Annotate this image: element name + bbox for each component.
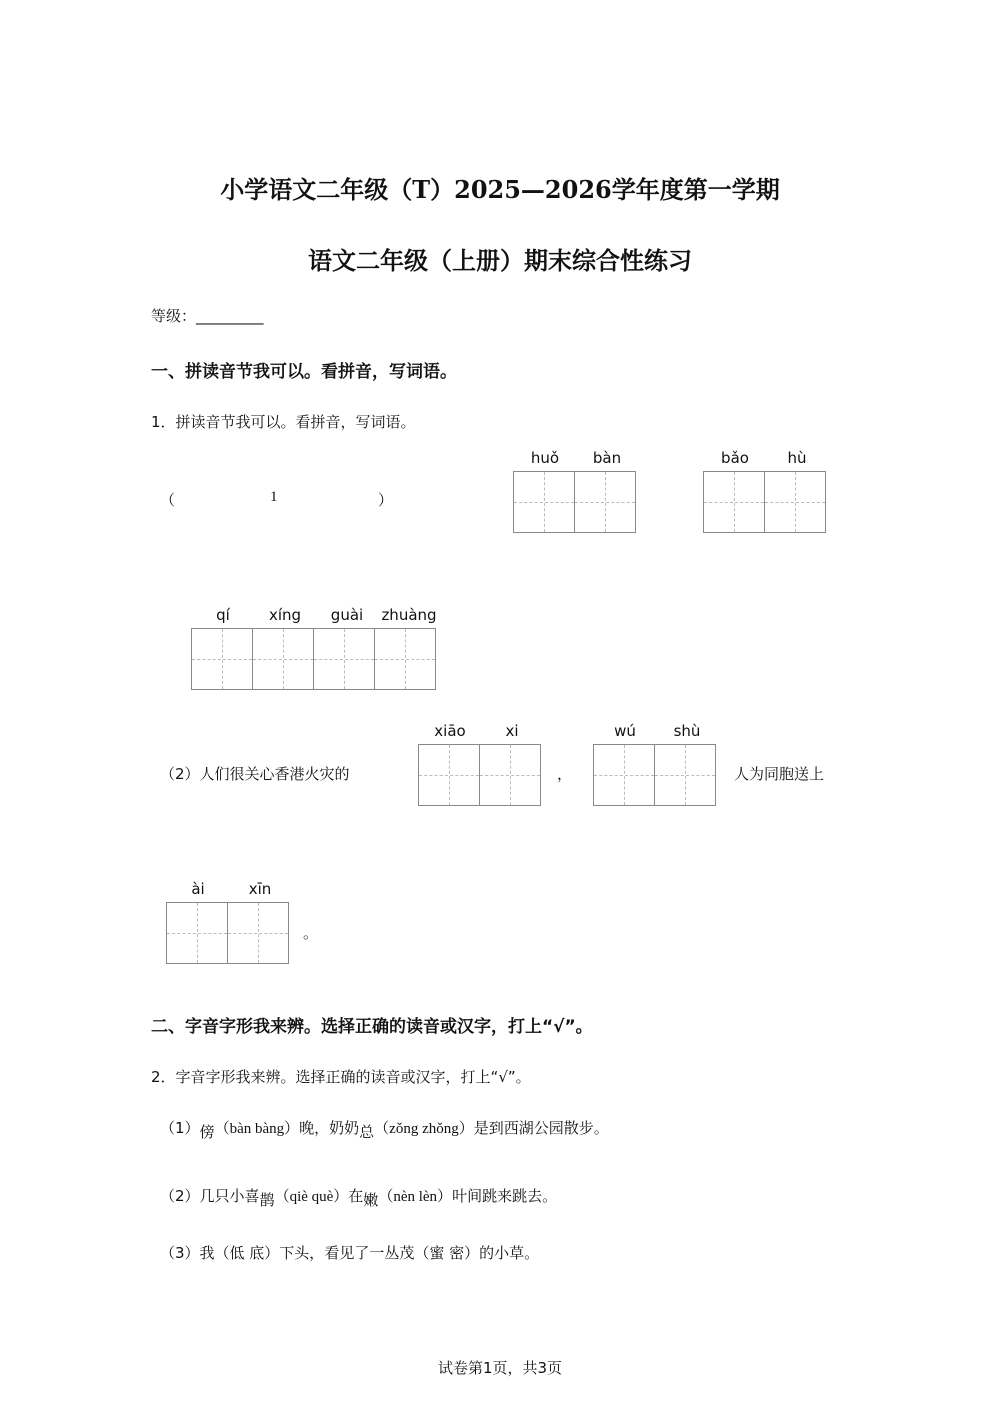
tianzige-cell[interactable] bbox=[191, 628, 253, 690]
tianzige-cell[interactable] bbox=[703, 471, 765, 533]
writing-grid-wushu bbox=[593, 744, 715, 806]
grade-label: 等级： bbox=[151, 307, 197, 325]
question-1: 1．拼读音节我可以。看拼音，写词语。 bbox=[151, 413, 416, 431]
item-2-text: 在 bbox=[348, 1187, 364, 1205]
writing-grid-baohu bbox=[703, 471, 825, 533]
sub1-close: ） bbox=[378, 493, 394, 509]
sub2-prefix: （2）人们很关心香港火灾的 bbox=[160, 765, 350, 783]
grade-blank: _________ bbox=[196, 307, 264, 325]
pinyin-label: hù bbox=[787, 449, 807, 467]
question-2: 2．字音字形我来辨。选择正确的读音或汉字，打上“√”。 bbox=[151, 1068, 531, 1086]
item-2-prefix: （2）几只小喜 bbox=[160, 1187, 260, 1205]
title-line-1: 小学语文二年级（T）2025—2026学年度第一学期 bbox=[220, 175, 780, 204]
tianzige-cell[interactable] bbox=[313, 628, 375, 690]
item-1 bbox=[160, 1117, 609, 1141]
tianzige-cell[interactable] bbox=[418, 744, 480, 806]
sub1-open: （ bbox=[160, 493, 176, 509]
pinyin-label: wú bbox=[614, 722, 636, 740]
tianzige-cell[interactable] bbox=[764, 471, 826, 533]
writing-grid-xiaoxi bbox=[418, 744, 540, 806]
page-footer: 试卷第1页，共3页 bbox=[437, 1359, 563, 1377]
title-line-2: 语文二年级（上册）期末综合性练习 bbox=[308, 246, 692, 275]
item-3: （3）我（低 底）下头，看见了一丛茂（蜜 密）的小草。 bbox=[160, 1244, 540, 1262]
section-1-heading: 一、拼读音节我可以。看拼音，写词语。 bbox=[151, 362, 457, 382]
item-1-prefix: （1） bbox=[160, 1119, 200, 1137]
pinyin-label: xi bbox=[505, 722, 519, 740]
tianzige-cell[interactable] bbox=[227, 902, 289, 964]
pinyin-label: bàn bbox=[592, 449, 622, 467]
tianzige-cell[interactable] bbox=[374, 628, 436, 690]
target-char: 嫩 bbox=[363, 1191, 379, 1209]
pinyin-choices[interactable]: （qiè què） bbox=[274, 1189, 349, 1205]
sub2-middle: 人为同胞送上 bbox=[734, 765, 825, 783]
target-char: 鹊 bbox=[259, 1191, 275, 1209]
tianzige-cell[interactable] bbox=[593, 744, 655, 806]
tianzige-cell[interactable] bbox=[654, 744, 716, 806]
writing-grid-aixin bbox=[166, 902, 288, 964]
target-char: 傍 bbox=[199, 1123, 215, 1141]
pinyin-label: zhuàng bbox=[381, 606, 437, 624]
pinyin-choices[interactable]: （zǒng zhǒng） bbox=[374, 1121, 474, 1137]
item-1-text: 晚，奶奶 bbox=[299, 1119, 360, 1137]
tianzige-cell[interactable] bbox=[166, 902, 228, 964]
period: 。 bbox=[303, 924, 319, 942]
pinyin-label: bǎo bbox=[721, 449, 749, 467]
writing-grid-qixingguaizhuang bbox=[191, 628, 435, 690]
sub1-number: 1 bbox=[270, 489, 278, 505]
item-2 bbox=[160, 1185, 558, 1209]
tianzige-cell[interactable] bbox=[513, 471, 575, 533]
pinyin-label: xíng bbox=[268, 606, 302, 624]
comma: ， bbox=[557, 765, 573, 783]
tianzige-cell[interactable] bbox=[574, 471, 636, 533]
pinyin-label: guài bbox=[330, 606, 364, 624]
target-char: 总 bbox=[359, 1123, 375, 1141]
pinyin-label: shù bbox=[673, 722, 701, 740]
pinyin-label: ài bbox=[191, 880, 205, 898]
pinyin-label: qí bbox=[216, 606, 230, 624]
item-1-text: 是到西湖公园散步。 bbox=[473, 1119, 609, 1137]
writing-grid-huoban bbox=[513, 471, 635, 533]
pinyin-label: xīn bbox=[248, 880, 272, 898]
tianzige-cell[interactable] bbox=[479, 744, 541, 806]
pinyin-label: xiāo bbox=[434, 722, 466, 740]
item-2-text: 叶间跳来跳去。 bbox=[452, 1187, 558, 1205]
section-2-heading: 二、字音字形我来辨。选择正确的读音或汉字，打上“√”。 bbox=[151, 1017, 593, 1037]
pinyin-choices[interactable]: （nèn lèn） bbox=[378, 1189, 453, 1205]
pinyin-label: huǒ bbox=[530, 449, 560, 467]
grade-field bbox=[151, 305, 264, 326]
tianzige-cell[interactable] bbox=[252, 628, 314, 690]
pinyin-choices[interactable]: （bàn bàng） bbox=[214, 1121, 300, 1137]
